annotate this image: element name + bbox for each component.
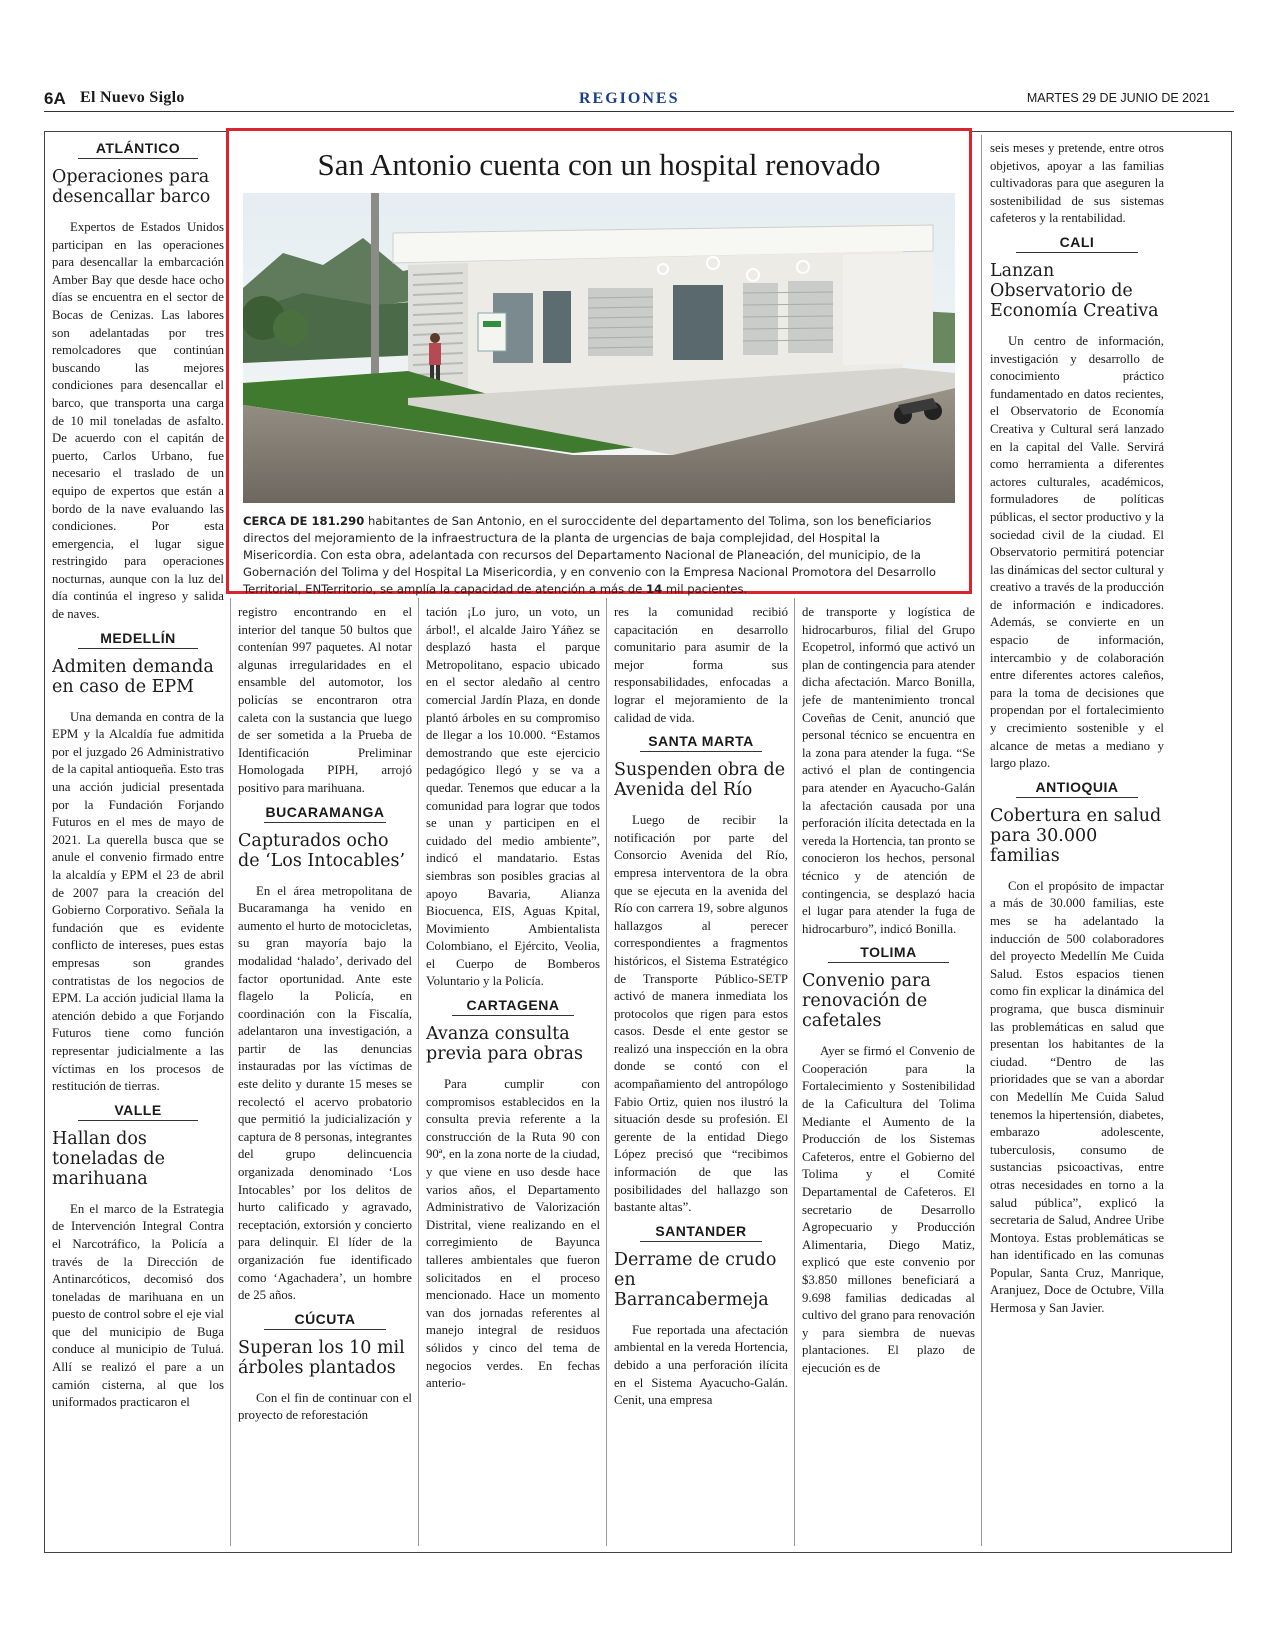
column-divider	[418, 598, 419, 1546]
section-tag-bucaramanga: BUCARAMANGA	[264, 804, 386, 823]
article-medellin: Una demanda en contra de la EPM y la Alcaldía fue admitida por el juzgado 26 Administrativo de la capital antioqueña. Esto tras una acción judicial presentada por la Fundación Forjando Futuros en el mes de mayo de 2021. La querella busca que se anule el convenio firmado entre la alcaldía y EPM el 23 de abril de 2007 para la creación del Gobierno Corporativo. Señala la fundación que es evidente conflicto de intereses, pues estas empresas son grandes contratistas de los negocios de EPM. La acción judicial llama la atención debido a que Forjando Futuros tiene como función representar judicialmente a las víctimas en los procesos de restitución de tierras.	[52, 709, 224, 1094]
section-tag-cartagena: CARTAGENA	[452, 997, 574, 1016]
headline-valle: Hallan dos toneladas de marihuana	[52, 1128, 165, 1189]
column-6	[990, 140, 1164, 1542]
masthead-logo: El Nuevo Siglo	[80, 89, 185, 106]
headline-cucuta: Superan los 10 mil árboles plantados	[238, 1337, 405, 1378]
column-divider	[606, 598, 607, 1546]
hospital-photo	[243, 193, 955, 503]
header-rule	[44, 111, 1234, 112]
section-tag-santander: SANTANDER	[640, 1223, 762, 1242]
headline-cartagena: Avanza consulta previa para obras	[426, 1024, 583, 1065]
headline-antioquia: Cobertura en salud para 30.000 familias	[990, 805, 1162, 866]
headline-bucaramanga: Capturados ocho de ‘Los Intocables’	[238, 830, 406, 871]
section-tag-santa-marta: SANTA MARTA	[640, 733, 762, 752]
section-name: REGIONES	[579, 90, 680, 107]
section-tag-cucuta: CÚCUTA	[264, 1311, 386, 1330]
headline-santander: Derrame de crudo en Barrancabermeja	[614, 1249, 777, 1310]
column-3	[426, 604, 600, 1542]
caption-bold-number: 14	[646, 582, 663, 596]
article-santander-continued: de transporte y logística de hidrocarburos, filial del Grupo Ecopetrol, informó que activó un plan de contingencia para atender dicha afectación. Marco Bonilla, jefe de mantenimiento troncal Coveñas de Cenit, anunció que personal técnico se encuentra en la zona para atender la fuga. “Se activó el plan de contingencia para atender en Ayacucho-Galán la afectación causada por una perforación ilícita detectada en la vereda la Hortencia, tan pronto se conocieron los hechos, personal técnico y de atención de contingencia, se desplazó hacia el lugar para atender la fuga de hidrocarburo”, indicó Bonilla.	[802, 605, 975, 936]
caption-tail: mil pacientes.	[662, 582, 748, 596]
photo-caption	[243, 513, 957, 598]
feature-box	[226, 128, 972, 594]
feature-title: San Antonio cuenta con un hospital renovado	[317, 147, 881, 182]
page-number: 6A	[44, 89, 66, 108]
headline-santa-marta: Suspenden obra de Avenida del Río	[614, 760, 786, 801]
section-tag-tolima: TOLIMA	[828, 944, 949, 963]
headline-tolima: Convenio para renovación de cafetales	[802, 971, 931, 1032]
article-santander: Fue reportada una afectación ambiental en la vereda Hortencia, debido a una perforación ilícita en el Sistema Ayacucho-Galán. Cenit, una empresa	[614, 1322, 788, 1408]
section-tag-antioquia: ANTIOQUIA	[1016, 779, 1138, 798]
column-divider	[230, 598, 231, 1546]
section-tag-cali: CALI	[1016, 234, 1138, 253]
article-santa-marta: Luego de recibir la notificación por parte del Consorcio Avenida del Río, empresa interventora de la obra que se ejecuta en la avenida del Río con carrera 19, sobre algunos hallazgos al perecer correspondientes a fragmentos históricos, el Sistema Estratégico de Transporte Público-SETP activó de manera inmediata los protocolos que rigen para estos casos. Desde el ente gestor se realizó una inspección en la obra donde se contó con el acompañamiento del antropólogo Fabio Ortiz, quien nos ilustró la situación desde su profesión. El gerente de la entidad Diego López precisó que “recibimos información de que las posibilidades del hallazgo son bastante altas”.	[614, 813, 788, 1215]
article-bucaramanga: En el área metropolitana de Bucaramanga ha venido en aumento el hurto de motocicletas, su gran mayoría bajo la modalidad ‘halado’, derivado del factor oportunidad. Ante este flagelo la Policía, en coordinación con la Fiscalía, adelantaron una investigación, a partir de las denuncias instauradas por las víctimas de este delito y durante 15 meses se recolectó el acervo probatorio que permitió la judicialización y captura de 8 personas, integrantes del grupo delincuencia organizada denominado ‘Los Intocables’ por los delitos de hurto calificado y agravado, receptación, extorsión y concierto para delinquir. El líder de la organización fue identificado como ‘Agachadera’, un hombre de 25 años.	[238, 883, 412, 1303]
article-cucuta: Con el fin de continuar con el proyecto de reforestación	[238, 1390, 412, 1423]
article-tolima: Ayer se firmó el Convenio de Cooperación para la Fortalecimiento y Sostenibilidad de la Caficultura del Tolima Mediante el Aumento de la Producción de los Sistemas Cafeteros, entre el Gobierno del Tolima y el Comité Departamental de Cafeteros. El secretario de Desarrollo Agropecuario y Producción Alimentaria, Diego Matiz, explicó que este convenio por $3.850 millones beneficiará a 9.698 familias dedicadas al cultivo del grano para renovación y para siembra de nuevas plantaciones. El plazo de ejecución es de	[802, 1044, 975, 1375]
headline-atlantico: Operaciones para desencallar barco	[52, 167, 211, 207]
issue-date: MARTES 29 DE JUNIO DE 2021	[1026, 91, 1210, 105]
column-divider	[794, 598, 795, 1546]
headline-medellin: Admiten demanda en caso de EPM	[52, 656, 214, 697]
article-valle-continued: registro encontrando en el interior del tanque 50 bultos que contenían 997 paquetes. Al notar algunas irregularidades en el ensamble del automotor, los policías se encontraron otra caleta con la sustancia que luego de ser sometida a la Prueba de Identificación Preliminar Homologada PIPH, arrojó positivo para marihuana.	[238, 605, 412, 795]
column-2	[238, 604, 412, 1542]
column-5	[802, 604, 975, 1542]
article-valle: En el marco de la Estrategia de Intervención Integral Contra el Narcotráfico, la Policía a través de la Dirección de Antinarcóticos, decomisó dos toneladas de marihuana en un puesto de control sobre el eje vial que del municipio de Buga conduce al municipio de Tuluá. Allí se realizó el pare a un camión cisterna, al que los uniformados practicaron el	[52, 1201, 224, 1410]
section-tag-medellin: MEDELLÍN	[78, 630, 198, 649]
article-antioquia: Con el propósito de impactar a más de 30.000 familias, este mes se ha adelantado la inducción de 500 colaboradores del proyecto Medellín Me Cuida Salud. Estos espacios tienen como fin explicar la dinámica del programa, que busca disminuir las problemáticas en salud que presentan los habitantes de la ciudad. “Dentro de las prioridades que se van a abordar con Medellín Me Cuida Salud tenemos la hipertensión, diabetes, embarazo adolescente, tuberculosis, consumo de sustancias psicoactivas, entre otras necesidades en torno a la salud pública”, explicó la secretaria de Salud, Andree Uribe Montoya. Estas problemáticas se han identificado en las comunas Popular, Santa Cruz, Manrique, Aranjuez, Doce de Octubre, Villa Hermosa y San Javier.	[990, 878, 1164, 1316]
section-tag-atlantico: ATLÁNTICO	[78, 140, 198, 159]
article-cali: Un centro de información, investigación y desarrollo de conocimiento práctico fundamentado en datos recientes, el Observatorio de Economía Creativa y Cultural será lanzado en la capital del Valle. Servirá como herramienta a diferentes actores culturales, académicos, formuladores de políticas públicas, el sector productivo y la sociedad civil de la ciudad. El Observatorio permitirá potenciar las dinámicas del sector cultural y creativo a través de la producción de información e indicadores. Además, se convierte en un espacio de información, intercambio y de colaboración entre diferentes actores caleños, para la toma de decisiones que propendan por el fortalecimiento y crecimiento sostenible y el alcance de metas a mediano y largo plazo.	[990, 333, 1164, 771]
column-divider	[981, 135, 982, 1546]
column-1	[52, 140, 224, 1542]
section-tag-valle: VALLE	[78, 1102, 198, 1121]
article-cucuta-continued: tación ¡Lo juro, un voto, un árbol!, el alcalde Jairo Yáñez se desplazó hasta el parque Metropolitano, espacio ubicado en el sector aledaño al centro comercial Jardín Plaza, en donde plantó árboles en su compromiso de llegar a los 10.000. “Estamos demostrando que este ejercicio pedagógico llegó y se va a quedar. Tenemos que educar a la comunidad para lograr que todos se unan y participen en el cuidado del medio ambiente”, indicó el mandatario. Estas siembras son posibles gracias al apoyo Bavaria, Alianza Biocuenca, EIS, Aguas Kpital, Movimiento Ambientalista Colombiano, el Ejército, Veolia, el Cuerpo de Bomberos Voluntario y la Policía.	[426, 605, 600, 989]
caption-text: habitantes de San Antonio, en el suroccidente del departamento del Tolima, son los beneficiarios directos del mejoramiento de la infraestructura de la planta de urgencias de baja complejidad, del Hospital la Misericordia. Con esta obra, adelantada con recursos del Departamento Nacional de Planeación, del municipio, de la Gobernación del Tolima y del Hospital La Misericordia, y en convenio con la Empresa Nacional Promotora del Desarrollo Territorial, ENTerritorio, se amplía la capacidad de atención a más de	[243, 514, 937, 596]
article-cartagena-continued: res la comunidad recibió capacitación en desarrollo comunitario para asumir de la mejor forma sus responsabilidades, enfocadas a lograr el mejoramiento de la calidad de vida.	[614, 605, 788, 725]
article-atlantico: Expertos de Estados Unidos participan en las operaciones para desencallar la embarcación Amber Bay que desde hace ocho días se encuentra en el sector de Bocas de Cenizas. Las labores son adelantadas por tres remolcadores que continúan buscando las mejores condiciones para desencallar el barco, que transporta una carga de 10 mil toneladas de asfalto. De acuerdo con el capitán de puerto, Carlos Urbano, fue necesario el traslado de un equipo de expertos que están a bordo de la nave evaluando las condiciones. Por esta emergencia, el lugar sigue restringido para operaciones nocturnas, aunque con la luz del día continúa el ingreso y salida de naves.	[52, 220, 224, 622]
article-tolima-continued: seis meses y pretende, entre otros objetivos, apoyar a las familias cultivadoras para que aseguren la sostenibilidad de sus sistemas cafeteros y la rentabilidad.	[990, 141, 1164, 226]
column-4	[614, 604, 788, 1542]
caption-lead: CERCA DE 181.290	[243, 514, 365, 528]
headline-cali: Lanzan Observatorio de Economía Creativa	[990, 260, 1159, 321]
article-cartagena: Para cumplir con compromisos establecidos en la consulta previa referente a la construcción de la Ruta 90 con 90ª, en la zona norte de la ciudad, y que viene en uso desde hace varios años, el Departamento Administrativo de Valorización Distrital, viene realizando en el corregimiento de Bayunca talleres ambientales que fueron solicitados en el proceso mencionado. Hace un momento van dos jornadas referentes al manejo integral de residuos sólidos y cinco del tema de negocios verdes. En fechas anterio-	[426, 1077, 600, 1391]
